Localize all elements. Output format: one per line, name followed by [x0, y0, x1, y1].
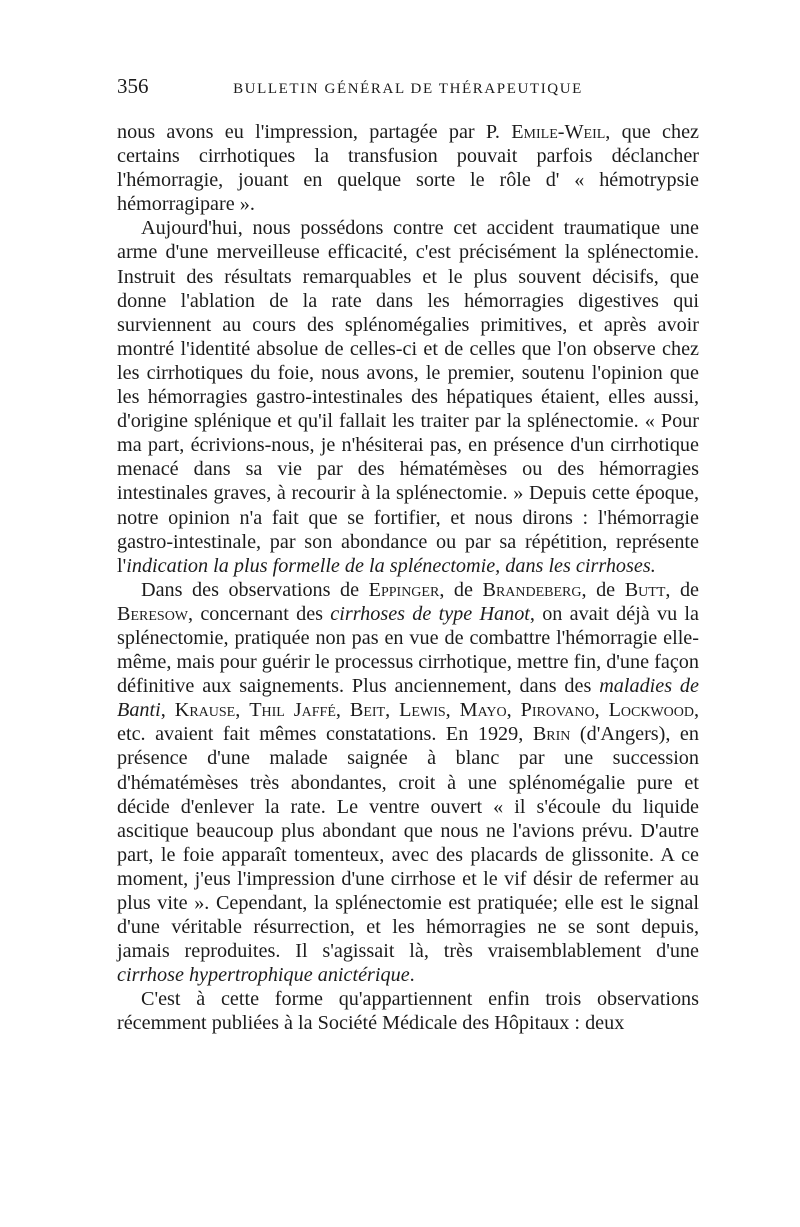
emphasis: cirrhose hypertrophique anictérique: [117, 964, 410, 987]
text-run: , on avait déjà vu la splénectomie, pratiquée non pas en vue de combattre l'hémorragie elle-même, mais pour guérir le processus cirrhotique, mettre fin, d'une façon définitive aux saignements. Plus anciennement, dans des: [117, 602, 699, 698]
author-name: Pirovano: [520, 699, 595, 722]
text-run: ,: [385, 699, 400, 722]
author-name: Brin: [532, 723, 571, 746]
text-run: ,: [594, 699, 609, 722]
body-text: [117, 120, 699, 1036]
running-title: BULLETIN GÉNÉRAL DE THÉRAPEUTIQUE: [233, 81, 583, 97]
text-run: Dans des observations de: [141, 578, 369, 601]
author-name: Mayo: [459, 699, 507, 722]
page-header: [117, 74, 699, 102]
text-run: , concernant des: [188, 602, 331, 625]
text-run: , de: [665, 578, 700, 601]
text-run: nous avons eu l'impression, partagée par P.: [117, 121, 512, 143]
emphasis: indication la plus formelle de la splénectomie, dans les cirrhoses.: [126, 554, 656, 577]
text-run: .: [409, 964, 415, 987]
text-run: ,: [160, 699, 175, 722]
author-name: Eppinger: [368, 578, 440, 601]
author-name: Emile-Weil: [511, 121, 606, 143]
paragraph-1: [117, 120, 699, 216]
text-run: , que chez certains cirrhotiques la transfusion pouvait parfois déclancher l'hémorragie, jouant en quelque sorte le rôle d' « hémotrypsie hémorragipare ».: [117, 121, 699, 216]
emphasis: cirrhoses de type Hanot: [330, 602, 530, 625]
text-run: Aujourd'hui, nous possédons contre cet accident traumatique une arme d'une merveilleuse efficacité, c'est précisément la splénectomie. Instruit des résultats remarquables et le plus souvent décisifs, que donne l'ablation de la rate dans les hémorragies digestives qui surviennent au cours des splénomégalies primitives, et après avoir montré l'identité absolue de celles-ci et de celles que l'on observe chez les cirrhotiques du foie, nous avons, le premier, soutenu l'opinion que les hémorragies gastro-intestinales des hépatiques étaient, elles aussi, d'origine splénique et qu'il fallait les traiter par la splénectomie. « Pour ma part, écrivions-nous, je n'hésiterai pas, en présence d'un cirrhotique menacé dans sa vie par des hématémèses ou des hémorragies intestinales graves, à recourir à la splénectomie. » Depuis cette époque, notre opinion n'a fait que se fortifier, et nous dirons : l'hémorragie gastro-intestinale, par son abondance ou par sa répétition, représente: [117, 217, 699, 553]
text-run: ,: [335, 699, 350, 722]
author-name: Thil Jaffé: [249, 699, 336, 722]
paragraph-3: [117, 578, 699, 988]
text-run: C'est à cette forme qu'appartiennent enfin trois observations récemment publiées à la Société Médicale des Hôpitaux : deux: [117, 988, 699, 1035]
page-number: 356: [117, 74, 149, 98]
text-run: l': [117, 554, 127, 577]
paragraph-4: [117, 987, 699, 1035]
text-run: ,: [235, 699, 250, 722]
text-run: (d'Angers), en présence d'une malade saignée à blanc par une succession d'hématémèses très abondantes, croit à une splénomégalie pure et décide d'enlever la rate. Le ventre ouvert « il s'écoule du liquide ascitique beaucoup plus abondant que nous ne l'avions prévu. D'autre part, le foie apparaît tomenteux, avec des placards de glissonite. A ce moment, j'eus l'impression d'une cirrhose et le vif désir de refermer au plus vite ». Cependant, la splénectomie est pratiquée; elle est le signal d'une véritable résurrection, et les hémorragies ne se sont depuis, jamais reproduites. Il s'agissait là, très vraisemblablement d'une: [117, 723, 699, 963]
text-run: , etc. avaient fait mêmes constatations. En 1929,: [117, 699, 700, 746]
text-run: ,: [445, 699, 460, 722]
author-name: Lewis: [399, 699, 446, 722]
book-page: [117, 74, 699, 1036]
text-run: , de: [581, 578, 625, 601]
author-name: Lockwood: [608, 699, 695, 722]
author-name: Brandeberg: [482, 578, 582, 601]
author-name: Beresow: [117, 602, 189, 625]
text-run: , de: [439, 578, 483, 601]
text-run: ,: [506, 699, 521, 722]
author-name: Butt: [624, 578, 666, 601]
author-name: Krause: [174, 699, 236, 722]
emphasis: maladies de Banti: [117, 675, 699, 722]
author-name: Beit: [349, 699, 386, 722]
paragraph-2: [117, 216, 699, 577]
